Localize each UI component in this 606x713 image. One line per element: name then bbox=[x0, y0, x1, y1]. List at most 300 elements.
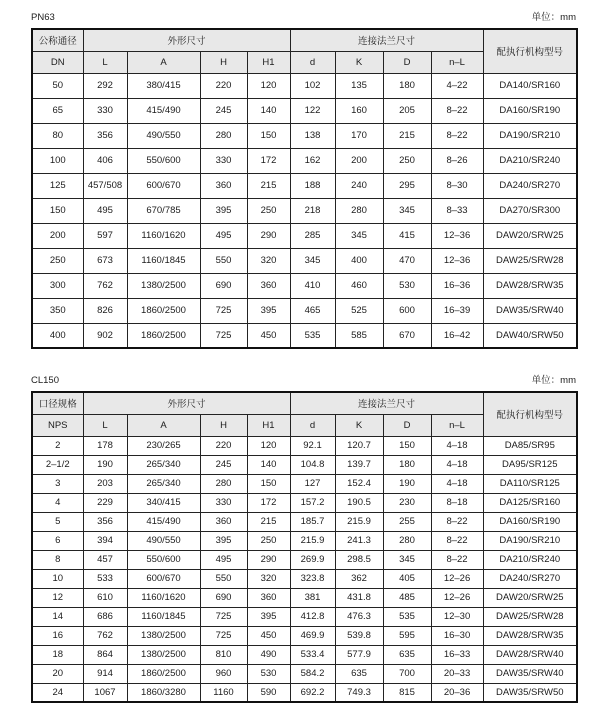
table-cell: 495 bbox=[200, 223, 247, 248]
table-row bbox=[32, 98, 577, 123]
unit-label: 单位：mm bbox=[531, 375, 576, 386]
col-header-a: A bbox=[127, 414, 200, 436]
table-cell: 460 bbox=[335, 273, 383, 298]
table-cell: 415 bbox=[383, 223, 431, 248]
table-cell: 250 bbox=[32, 248, 83, 273]
table-cell: 826 bbox=[83, 298, 127, 323]
table-cell: 218 bbox=[290, 198, 335, 223]
table-title-cl150: CL150 bbox=[31, 375, 59, 386]
table-cell: DA240/SR270 bbox=[483, 569, 577, 588]
table-cell: 485 bbox=[383, 588, 431, 607]
table-cell: 914 bbox=[83, 664, 127, 683]
table-cell: 230 bbox=[383, 493, 431, 512]
table-cell: 140 bbox=[247, 455, 290, 474]
table-cell: 280 bbox=[200, 123, 247, 148]
table-cell: 490/550 bbox=[127, 531, 200, 550]
table-cell: DA160/SR190 bbox=[483, 98, 577, 123]
table-cell: 65 bbox=[32, 98, 83, 123]
table-cell: DAW25/SRW28 bbox=[483, 248, 577, 273]
table-cell: 412.8 bbox=[290, 607, 335, 626]
table-cell: 290 bbox=[247, 550, 290, 569]
table-cell: DA110/SR125 bbox=[483, 474, 577, 493]
table-cell: DAW40/SRW50 bbox=[483, 323, 577, 348]
table-cell: 395 bbox=[200, 531, 247, 550]
table-cell: 290 bbox=[247, 223, 290, 248]
table-cell: 280 bbox=[335, 198, 383, 223]
col-header-a: A bbox=[127, 51, 200, 73]
table-cell: 20–33 bbox=[431, 664, 483, 683]
table-cell: 535 bbox=[383, 607, 431, 626]
table-cell: 180 bbox=[383, 73, 431, 98]
table-cell: 345 bbox=[290, 248, 335, 273]
table-cell: 8–22 bbox=[431, 98, 483, 123]
table-cell: 12–30 bbox=[431, 607, 483, 626]
table-cell: 585 bbox=[335, 323, 383, 348]
table-cell: 350 bbox=[32, 298, 83, 323]
table-cell: 356 bbox=[83, 123, 127, 148]
table-cell: 495 bbox=[200, 550, 247, 569]
table-cell: 241.3 bbox=[335, 531, 383, 550]
table-cell: 4–22 bbox=[431, 73, 483, 98]
table-cell: 12–26 bbox=[431, 588, 483, 607]
table-row bbox=[32, 683, 577, 702]
col-header-nl: n–L bbox=[431, 414, 483, 436]
table-cell: 690 bbox=[200, 273, 247, 298]
col-header-h1: H1 bbox=[247, 414, 290, 436]
table-cell: 230/265 bbox=[127, 436, 200, 455]
table-cell: 8–22 bbox=[431, 550, 483, 569]
table-cell: DA160/SR190 bbox=[483, 512, 577, 531]
table-cell: 255 bbox=[383, 512, 431, 531]
table-cell: 220 bbox=[200, 436, 247, 455]
table-cell: 597 bbox=[83, 223, 127, 248]
table-cell: 292 bbox=[83, 73, 127, 98]
table-cell: 360 bbox=[200, 512, 247, 531]
table-cell: 600/670 bbox=[127, 569, 200, 588]
table-cell: 16–33 bbox=[431, 645, 483, 664]
table-cell: DA85/SR95 bbox=[483, 436, 577, 455]
table-cell: 250 bbox=[247, 198, 290, 223]
table-cell: 415/490 bbox=[127, 512, 200, 531]
table-cell: 960 bbox=[200, 664, 247, 683]
table-cell: 320 bbox=[247, 248, 290, 273]
table-cell: 280 bbox=[383, 531, 431, 550]
table-cell: 610 bbox=[83, 588, 127, 607]
cl150-table-header bbox=[32, 392, 577, 436]
table-cell: 725 bbox=[200, 607, 247, 626]
table-cell: 1160/1620 bbox=[127, 588, 200, 607]
table-row bbox=[32, 664, 577, 683]
bore-size-header: 口径规格 bbox=[32, 392, 83, 414]
table-cell: 170 bbox=[335, 123, 383, 148]
col-header-dd: D bbox=[383, 51, 431, 73]
table-cell: 265/340 bbox=[127, 455, 200, 474]
table-cell: 670 bbox=[383, 323, 431, 348]
cl150-table-body bbox=[32, 436, 577, 702]
table-cell: 550/600 bbox=[127, 148, 200, 173]
table-cell: DAW35/SRW50 bbox=[483, 683, 577, 702]
table-cell: 152.4 bbox=[335, 474, 383, 493]
table-cell: 250 bbox=[247, 531, 290, 550]
table-cell: 345 bbox=[383, 198, 431, 223]
table-cell: 360 bbox=[247, 588, 290, 607]
col-header-d: d bbox=[290, 51, 335, 73]
table-cell: 8–33 bbox=[431, 198, 483, 223]
table-cell: 138 bbox=[290, 123, 335, 148]
table-cell: 1860/3280 bbox=[127, 683, 200, 702]
table-cell: 5 bbox=[32, 512, 83, 531]
table-cell: 6 bbox=[32, 531, 83, 550]
table-cell: 902 bbox=[83, 323, 127, 348]
table-cell: 157.2 bbox=[290, 493, 335, 512]
table-cell: 12 bbox=[32, 588, 83, 607]
table-cell: 8–18 bbox=[431, 493, 483, 512]
table-cell: 280 bbox=[200, 474, 247, 493]
cl150-caption-row bbox=[31, 375, 576, 387]
pn63-table-header bbox=[32, 29, 577, 73]
table-cell: 431.8 bbox=[335, 588, 383, 607]
table-cell: 400 bbox=[32, 323, 83, 348]
pn63-table-body bbox=[32, 73, 577, 348]
table-cell: 692.2 bbox=[290, 683, 335, 702]
table-cell: DAW28/SRW35 bbox=[483, 626, 577, 645]
table-row bbox=[32, 531, 577, 550]
table-cell: 298.5 bbox=[335, 550, 383, 569]
table-cell: 172 bbox=[247, 493, 290, 512]
table-cell: 345 bbox=[383, 550, 431, 569]
table-row bbox=[32, 645, 577, 664]
table-cell: 330 bbox=[200, 493, 247, 512]
table-cell: 150 bbox=[383, 436, 431, 455]
table-cell: 330 bbox=[83, 98, 127, 123]
col-header-h: H bbox=[200, 414, 247, 436]
table-cell: 190.5 bbox=[335, 493, 383, 512]
table-cell: 1160/1845 bbox=[127, 607, 200, 626]
actuator-model-header: 配执行机构型号 bbox=[483, 392, 577, 436]
table-cell: 725 bbox=[200, 298, 247, 323]
pn63-caption-row bbox=[31, 12, 576, 24]
cl150-section bbox=[31, 375, 576, 703]
table-cell: 395 bbox=[247, 298, 290, 323]
flange-dimensions-header: 连接法兰尺寸 bbox=[290, 29, 483, 51]
table-cell: 470 bbox=[383, 248, 431, 273]
table-cell: 810 bbox=[200, 645, 247, 664]
table-cell: 190 bbox=[383, 474, 431, 493]
table-cell: 245 bbox=[200, 455, 247, 474]
table-cell: 220 bbox=[200, 73, 247, 98]
table-cell: 240 bbox=[335, 173, 383, 198]
table-cell: 340/415 bbox=[127, 493, 200, 512]
table-cell: 265/340 bbox=[127, 474, 200, 493]
col-header-nps: NPS bbox=[32, 414, 83, 436]
table-cell: 395 bbox=[200, 198, 247, 223]
table-cell: 533 bbox=[83, 569, 127, 588]
table-cell: 1380/2500 bbox=[127, 273, 200, 298]
table-cell: 139.7 bbox=[335, 455, 383, 474]
table-cell: 700 bbox=[383, 664, 431, 683]
table-cell: 120 bbox=[247, 436, 290, 455]
table-cell: 410 bbox=[290, 273, 335, 298]
table-cell: 2–1/2 bbox=[32, 455, 83, 474]
table-cell: 595 bbox=[383, 626, 431, 645]
table-cell: 215 bbox=[247, 512, 290, 531]
table-cell: 125 bbox=[32, 173, 83, 198]
table-cell: 345 bbox=[335, 223, 383, 248]
table-cell: DA125/SR160 bbox=[483, 493, 577, 512]
table-cell: 295 bbox=[383, 173, 431, 198]
table-cell: 450 bbox=[247, 626, 290, 645]
table-cell: 215.9 bbox=[335, 512, 383, 531]
col-header-l: L bbox=[83, 51, 127, 73]
table-cell: 469.9 bbox=[290, 626, 335, 645]
table-cell: 180 bbox=[383, 455, 431, 474]
table-cell: 127 bbox=[290, 474, 335, 493]
table-cell: DA190/SR210 bbox=[483, 123, 577, 148]
table-cell: 635 bbox=[335, 664, 383, 683]
table-cell: 380/415 bbox=[127, 73, 200, 98]
table-cell: 10 bbox=[32, 569, 83, 588]
table-cell: 415/490 bbox=[127, 98, 200, 123]
table-cell: 356 bbox=[83, 512, 127, 531]
table-row bbox=[32, 550, 577, 569]
table-cell: 725 bbox=[200, 626, 247, 645]
table-cell: DA210/SR240 bbox=[483, 550, 577, 569]
table-cell: 215.9 bbox=[290, 531, 335, 550]
table-row bbox=[32, 223, 577, 248]
table-cell: 135 bbox=[335, 73, 383, 98]
table-cell: 673 bbox=[83, 248, 127, 273]
table-cell: 205 bbox=[383, 98, 431, 123]
table-cell: 400 bbox=[335, 248, 383, 273]
table-cell: 394 bbox=[83, 531, 127, 550]
table-cell: 1380/2500 bbox=[127, 626, 200, 645]
table-cell: 406 bbox=[83, 148, 127, 173]
table-cell: 120.7 bbox=[335, 436, 383, 455]
table-cell: 150 bbox=[247, 123, 290, 148]
table-row bbox=[32, 148, 577, 173]
col-header-k: K bbox=[335, 51, 383, 73]
table-cell: 4–18 bbox=[431, 436, 483, 455]
table-cell: DAW28/SRW40 bbox=[483, 645, 577, 664]
table-cell: 20 bbox=[32, 664, 83, 683]
table-cell: 490 bbox=[247, 645, 290, 664]
table-cell: 185.7 bbox=[290, 512, 335, 531]
table-cell: 550 bbox=[200, 248, 247, 273]
table-cell: 140 bbox=[247, 98, 290, 123]
table-cell: 100 bbox=[32, 148, 83, 173]
table-cell: DAW28/SRW35 bbox=[483, 273, 577, 298]
table-cell: 4 bbox=[32, 493, 83, 512]
header-group-row bbox=[32, 29, 577, 51]
table-cell: 762 bbox=[83, 626, 127, 645]
col-header-k: K bbox=[335, 414, 383, 436]
table-cell: DAW20/SRW25 bbox=[483, 588, 577, 607]
col-header-h1: H1 bbox=[247, 51, 290, 73]
table-cell: 8–22 bbox=[431, 531, 483, 550]
table-row bbox=[32, 588, 577, 607]
table-cell: 457 bbox=[83, 550, 127, 569]
table-cell: 122 bbox=[290, 98, 335, 123]
table-row bbox=[32, 248, 577, 273]
table-cell: 360 bbox=[247, 273, 290, 298]
table-cell: 395 bbox=[247, 607, 290, 626]
table-cell: 8–22 bbox=[431, 512, 483, 531]
table-cell: 16–42 bbox=[431, 323, 483, 348]
table-cell: 8–30 bbox=[431, 173, 483, 198]
table-cell: 160 bbox=[335, 98, 383, 123]
table-cell: 24 bbox=[32, 683, 83, 702]
nominal-diameter-header: 公称通径 bbox=[32, 29, 83, 51]
table-cell: 539.8 bbox=[335, 626, 383, 645]
table-cell: 323.8 bbox=[290, 569, 335, 588]
table-cell: 80 bbox=[32, 123, 83, 148]
table-cell: 465 bbox=[290, 298, 335, 323]
table-cell: 12–36 bbox=[431, 248, 483, 273]
table-cell: 525 bbox=[335, 298, 383, 323]
table-cell: 1160/1845 bbox=[127, 248, 200, 273]
table-cell: 1380/2500 bbox=[127, 645, 200, 664]
table-row bbox=[32, 474, 577, 493]
table-cell: 92.1 bbox=[290, 436, 335, 455]
table-row bbox=[32, 298, 577, 323]
table-cell: 285 bbox=[290, 223, 335, 248]
actuator-model-header: 配执行机构型号 bbox=[483, 29, 577, 73]
table-cell: 14 bbox=[32, 607, 83, 626]
table-cell: DAW20/SRW25 bbox=[483, 223, 577, 248]
table-cell: 200 bbox=[32, 223, 83, 248]
pn63-section bbox=[31, 12, 576, 349]
table-cell: 4–18 bbox=[431, 455, 483, 474]
table-cell: 16–30 bbox=[431, 626, 483, 645]
outline-dimensions-header: 外形尺寸 bbox=[83, 29, 290, 51]
table-cell: 8–22 bbox=[431, 123, 483, 148]
table-title-pn63: PN63 bbox=[31, 12, 55, 23]
table-cell: DAW35/SRW40 bbox=[483, 664, 577, 683]
outline-dimensions-header: 外形尺寸 bbox=[83, 392, 290, 414]
table-cell: 190 bbox=[83, 455, 127, 474]
table-cell: 635 bbox=[383, 645, 431, 664]
table-row bbox=[32, 123, 577, 148]
table-row bbox=[32, 455, 577, 474]
table-cell: 1160/1620 bbox=[127, 223, 200, 248]
table-cell: 8–26 bbox=[431, 148, 483, 173]
table-row bbox=[32, 436, 577, 455]
table-cell: DA190/SR210 bbox=[483, 531, 577, 550]
table-cell: 815 bbox=[383, 683, 431, 702]
table-cell: 188 bbox=[290, 173, 335, 198]
header-group-row bbox=[32, 392, 577, 414]
table-cell: DA140/SR160 bbox=[483, 73, 577, 98]
table-cell: 1160 bbox=[200, 683, 247, 702]
table-cell: 457/508 bbox=[83, 173, 127, 198]
table-cell: 725 bbox=[200, 323, 247, 348]
table-cell: 600 bbox=[383, 298, 431, 323]
col-header-nl: n–L bbox=[431, 51, 483, 73]
cl150-spec-table bbox=[31, 391, 578, 703]
table-cell: 178 bbox=[83, 436, 127, 455]
table-cell: 686 bbox=[83, 607, 127, 626]
table-cell: DAW35/SRW40 bbox=[483, 298, 577, 323]
table-cell: 200 bbox=[335, 148, 383, 173]
table-cell: 215 bbox=[383, 123, 431, 148]
table-cell: 530 bbox=[247, 664, 290, 683]
table-cell: 749.3 bbox=[335, 683, 383, 702]
table-cell: 8 bbox=[32, 550, 83, 569]
table-cell: 1860/2500 bbox=[127, 323, 200, 348]
table-cell: 150 bbox=[32, 198, 83, 223]
table-cell: 300 bbox=[32, 273, 83, 298]
table-cell: 450 bbox=[247, 323, 290, 348]
table-row bbox=[32, 512, 577, 531]
table-cell: 495 bbox=[83, 198, 127, 223]
table-cell: 577.9 bbox=[335, 645, 383, 664]
table-cell: 535 bbox=[290, 323, 335, 348]
table-row bbox=[32, 493, 577, 512]
table-cell: 690 bbox=[200, 588, 247, 607]
table-cell: 490/550 bbox=[127, 123, 200, 148]
col-header-dn: DN bbox=[32, 51, 83, 73]
table-cell: 104.8 bbox=[290, 455, 335, 474]
table-cell: DA95/SR125 bbox=[483, 455, 577, 474]
table-cell: 120 bbox=[247, 73, 290, 98]
table-row bbox=[32, 273, 577, 298]
col-header-l: L bbox=[83, 414, 127, 436]
table-cell: 229 bbox=[83, 493, 127, 512]
table-cell: 533.4 bbox=[290, 645, 335, 664]
table-row bbox=[32, 73, 577, 98]
table-cell: 670/785 bbox=[127, 198, 200, 223]
col-header-dd: D bbox=[383, 414, 431, 436]
table-cell: 269.9 bbox=[290, 550, 335, 569]
col-header-d: d bbox=[290, 414, 335, 436]
table-cell: 762 bbox=[83, 273, 127, 298]
table-cell: 330 bbox=[200, 148, 247, 173]
table-row bbox=[32, 569, 577, 588]
table-cell: 150 bbox=[247, 474, 290, 493]
table-cell: DA240/SR270 bbox=[483, 173, 577, 198]
unit-label: 单位：mm bbox=[531, 12, 576, 23]
table-cell: 2 bbox=[32, 436, 83, 455]
table-cell: 215 bbox=[247, 173, 290, 198]
table-cell: 1860/2500 bbox=[127, 298, 200, 323]
table-cell: 250 bbox=[383, 148, 431, 173]
table-cell: 4–18 bbox=[431, 474, 483, 493]
table-cell: 3 bbox=[32, 474, 83, 493]
table-cell: 864 bbox=[83, 645, 127, 664]
table-cell: 50 bbox=[32, 73, 83, 98]
table-cell: DAW25/SRW28 bbox=[483, 607, 577, 626]
table-cell: 590 bbox=[247, 683, 290, 702]
table-cell: 16–36 bbox=[431, 273, 483, 298]
table-row bbox=[32, 198, 577, 223]
table-cell: 405 bbox=[383, 569, 431, 588]
table-cell: 362 bbox=[335, 569, 383, 588]
table-cell: 320 bbox=[247, 569, 290, 588]
table-cell: 203 bbox=[83, 474, 127, 493]
table-cell: 245 bbox=[200, 98, 247, 123]
table-cell: 16–39 bbox=[431, 298, 483, 323]
table-cell: 530 bbox=[383, 273, 431, 298]
table-cell: 12–26 bbox=[431, 569, 483, 588]
table-cell: 360 bbox=[200, 173, 247, 198]
table-cell: 550 bbox=[200, 569, 247, 588]
table-row bbox=[32, 323, 577, 348]
table-cell: 381 bbox=[290, 588, 335, 607]
flange-dimensions-header: 连接法兰尺寸 bbox=[290, 392, 483, 414]
table-cell: 172 bbox=[247, 148, 290, 173]
pn63-spec-table bbox=[31, 28, 578, 349]
table-cell: 162 bbox=[290, 148, 335, 173]
